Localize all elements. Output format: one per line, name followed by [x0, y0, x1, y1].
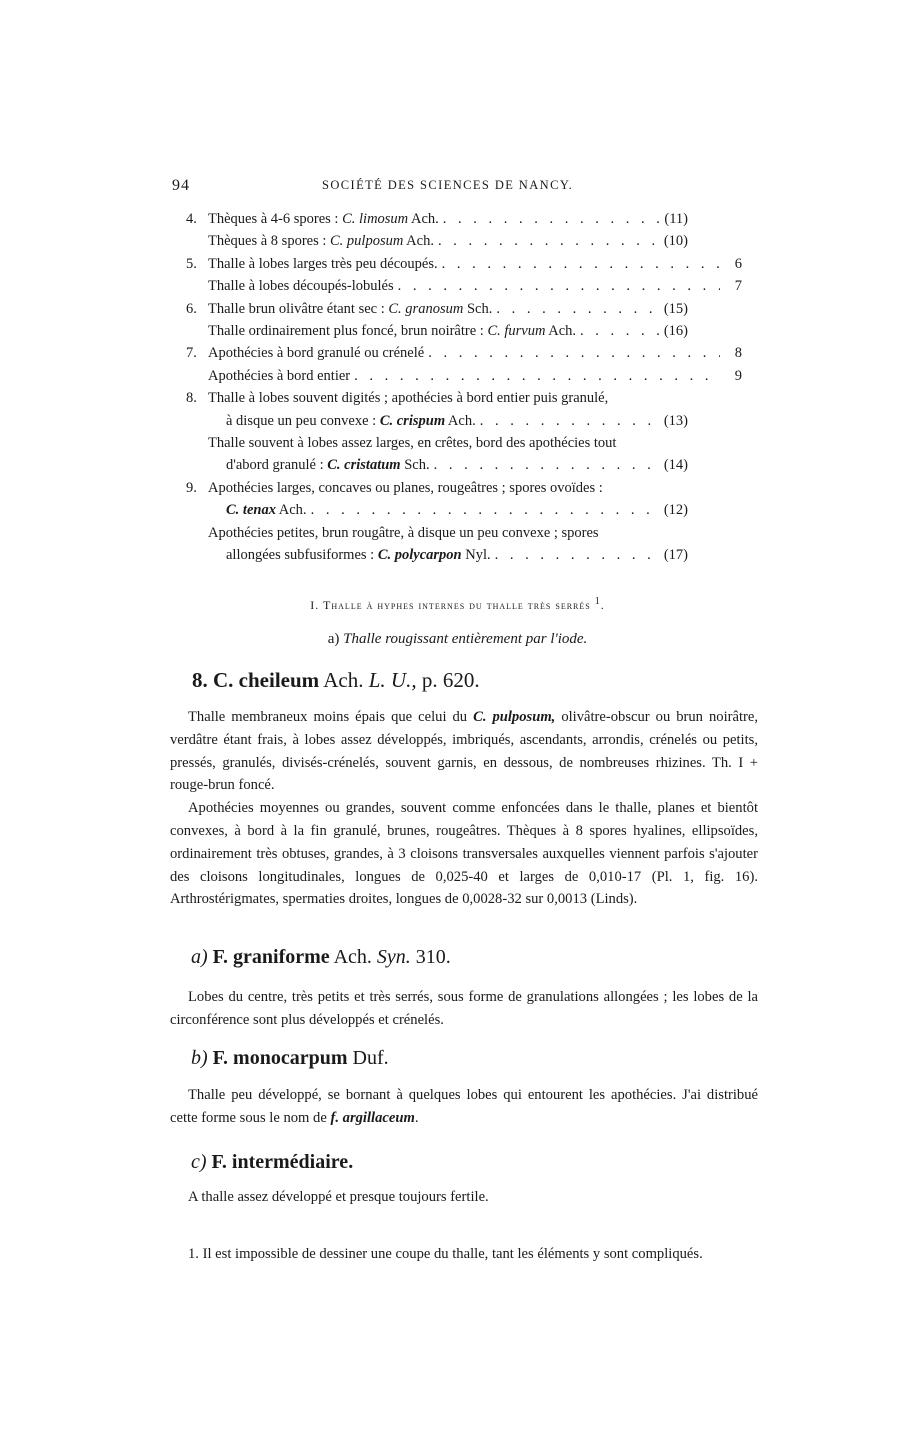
form-description-intermediaire: A thalle assez développé et presque toujours fertile. [188, 1189, 489, 1205]
key-entry-9b-cont: allongées subfusiformes : C. polycarpon Nyl. . . . (17) [186, 544, 742, 566]
species-heading: 8. C. cheileum Ach. L. U., p. 620. [192, 668, 480, 692]
key-entry-6a: 6. Thalle brun olivâtre étant sec : C. granosum Sch. . . . (15) [186, 298, 742, 320]
leader-dots [394, 275, 720, 297]
leader-dots [476, 410, 660, 432]
key-entry-9b: Apothécies petites, brun rougâtre, à disque un peu convexe ; spores [208, 524, 599, 541]
key-entry-9a: 9. Apothécies larges, concaves ou planes, rougeâtres ; spores ovoïdes : [186, 479, 603, 496]
leader-dots [576, 320, 660, 342]
leader-dots [439, 208, 660, 230]
key-entry-7a: 7. Apothécies à bord granulé ou crénelé . . . 8 [186, 342, 742, 364]
key-entry-8b: Thalle souvent à lobes assez larges, en crêtes, bord des apothécies tout [208, 435, 617, 452]
key-entry-8a-cont: à disque un peu convexe : C. crispum Ach. . . . (13) [186, 410, 742, 432]
leader-dots [492, 298, 660, 320]
key-entry-5b: Thalle à lobes découpés-lobulés . . . 7 [186, 275, 742, 297]
key-entry-8a: 8. Thalle à lobes souvent digités ; apothécies à bord entier puis granulé, [186, 390, 609, 407]
key-entry-8b-cont: d'abord granulé : C. cristatum Sch. . . . (14) [186, 454, 742, 476]
leader-dots [307, 499, 660, 521]
description-paragraph-apothecia: Apothécies moyennes ou grandes, souvent comme enfoncées dans le thalle, planes et bientôt convexes, à bord à la fin granulé, brunes, rougeâtres. Thèques à 8 spores hyalines, ellipsoïdes, ordinairement très obtuses, grandes, à 3 cloisons transversales auxquelles viennent parfois s'ajouter des cloisons longitudinales, longues de 0,025-40 et larges de 0,010-17 (Pl. 1, fig. 16). Arthrostérigmates, spermaties droites, longues de 0,0028-32 sur 0,0013 (Linds). [170, 800, 758, 908]
description-paragraph-thallus: Thalle membraneux moins épais que celui du C. pulposum, olivâtre-obscur ou brun noirâtre, verdâtre étant frais, à lobes assez développés, imbriqués, ascendants, arrondis, crénelés ou petits, pressés, granulés, divisés-crénelés, souvent garnis, en dessous, de nombreuses rhizines. Th. I + rouge-brun foncé. [170, 709, 759, 794]
page-number: 94 [172, 177, 190, 194]
running-head [172, 177, 762, 197]
form-description-graniforme: Lobes du centre, très petits et très serrés, sous forme de granulations allongées ; les lobes de la circonférence sont plus développés et crénelés. [170, 989, 758, 1028]
form-heading-graniforme: a) F. graniforme Ach. Syn. 310. [191, 946, 451, 968]
leader-dots [424, 342, 720, 364]
identification-key [186, 208, 742, 567]
leader-dots [350, 365, 720, 387]
species-description [170, 706, 758, 911]
subsection-heading: a) Thalle rougissant entièrement par l'iode. [327, 631, 588, 647]
key-entry-7b: Apothécies à bord entier . . . 9 [186, 365, 742, 387]
form-description-monocarpum: Thalle peu développé, se bornant à quelques lobes qui entourent les apothécies. J'ai distribué cette forme sous le nom de f. argillaceum. [170, 1087, 758, 1126]
journal-title: SOCIÉTÉ DES SCIENCES DE NANCY. [322, 178, 574, 192]
leader-dots [491, 544, 660, 566]
key-entry-9a-cont: C. tenax Ach. . . . (12) [186, 499, 742, 521]
leader-dots [434, 230, 660, 252]
key-entry-6b: Thalle ordinairement plus foncé, brun noirâtre : C. furvum Ach. . . . (16) [186, 320, 742, 342]
form-heading-monocarpum: b) F. monocarpum Duf. [191, 1047, 389, 1069]
leader-dots [430, 454, 660, 476]
key-entry-5a: 5. Thalle à lobes larges très peu découpés. . . . 6 [186, 253, 742, 275]
leader-dots [438, 253, 720, 275]
section-heading: I. Thalle à hyphes internes du thalle très serrés $^1$. [310, 596, 605, 612]
footnote-mark: 1 [594, 596, 601, 607]
footnote: 1. Il est impossible de dessiner une coupe du thalle, tant les éléments y sont compliqués. [188, 1246, 703, 1262]
key-entry-4a: 4. Thèques à 4-6 spores : C. limosum Ach. . . . (11) [186, 208, 742, 230]
key-entry-4b: Thèques à 8 spores : C. pulposum Ach. . . . (10) [186, 230, 742, 252]
form-heading-intermediaire: c) F. intermédiaire. [191, 1151, 354, 1173]
